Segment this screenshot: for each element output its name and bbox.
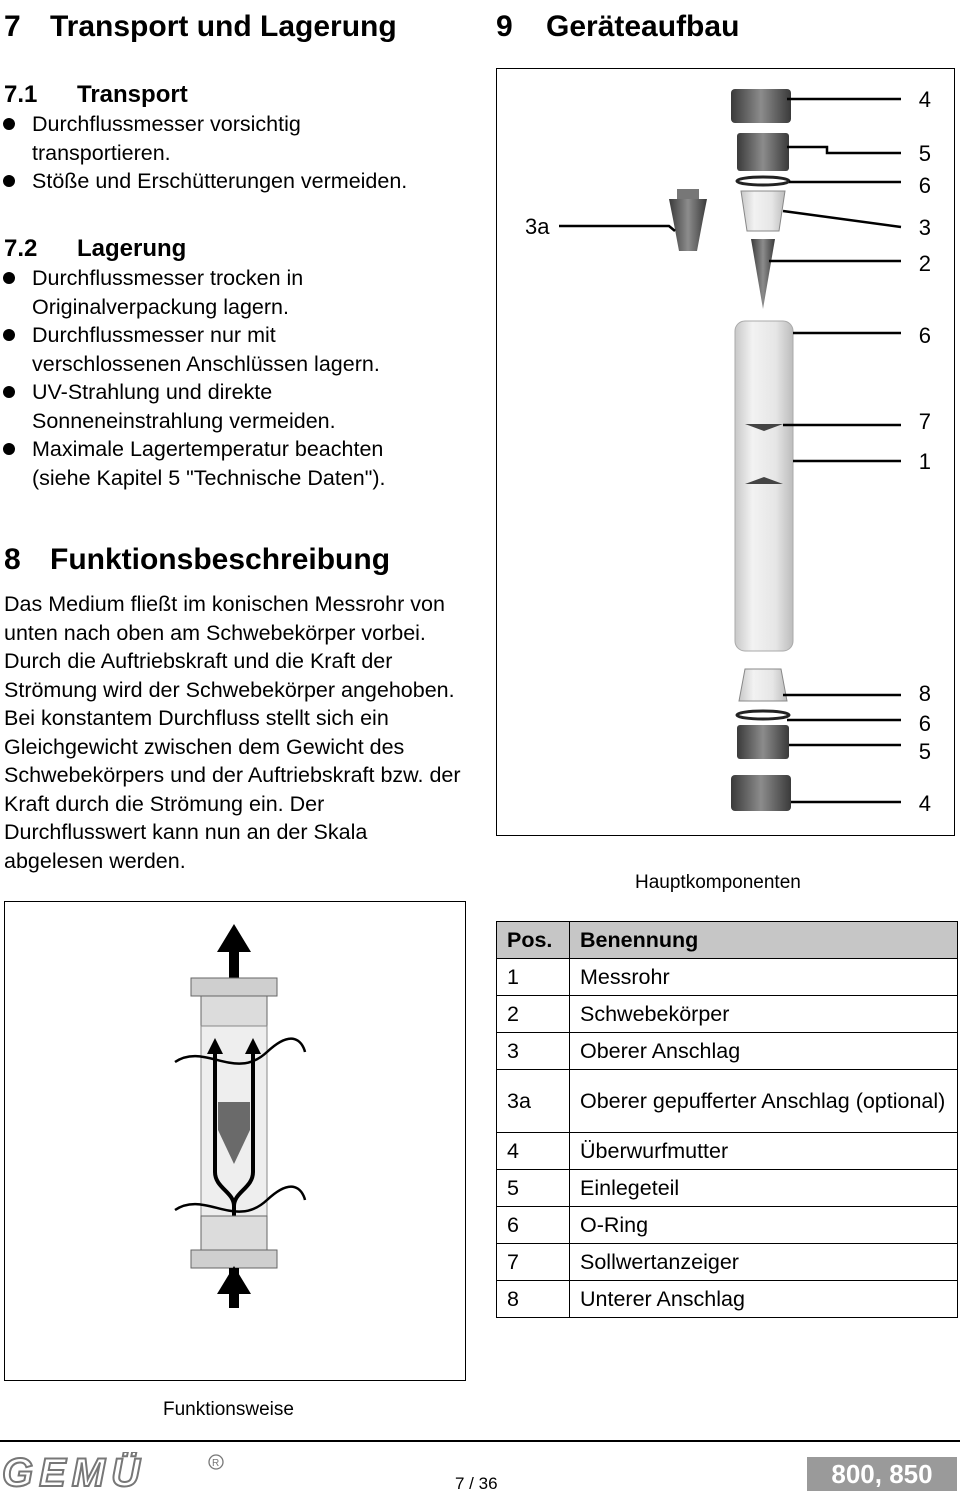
table-row: 4 Überwurfmutter: [497, 1133, 958, 1170]
table-row: 3 Oberer Anschlag: [497, 1033, 958, 1070]
footer-rule: [0, 1440, 960, 1442]
table-row: 6 O-Ring: [497, 1207, 958, 1244]
label-6-top: 6: [918, 173, 931, 198]
table-row: 5 Einlegeteil: [497, 1170, 958, 1207]
list-item: Durchflussmesser vorsichtig transportieren.: [0, 110, 420, 167]
table-row: 7 Sollwertanzeiger: [497, 1244, 958, 1281]
table-row: 1 Messrohr: [497, 959, 958, 996]
label-4-bottom: 4: [918, 791, 931, 816]
section-7-1-heading: 7.1 Transport: [4, 81, 188, 108]
flow-diagram: [5, 902, 464, 1379]
section-9-heading: 9 Geräteaufbau: [496, 10, 740, 43]
main-components-caption: Hauptkomponenten: [635, 872, 801, 893]
table-header-row: [497, 922, 958, 959]
section-7-2-heading: 7.2 Lagerung: [4, 235, 187, 262]
model-badge: 800, 850: [807, 1457, 957, 1491]
label-3a: 3a: [525, 214, 550, 239]
list-item: UV-Strahlung und direkte Sonneneinstrahlung vermeiden.: [0, 378, 425, 435]
label-6-mid: 6: [918, 323, 931, 348]
section-7-heading: 7 Transport und Lagerung: [4, 10, 397, 43]
parts-table: [496, 921, 958, 1318]
gemu-logo: [2, 1452, 232, 1497]
main-components-figure: [496, 68, 955, 836]
label-6-bottom: 6: [918, 711, 931, 736]
function-description: Das Medium fließt im konischen Messrohr von unten nach oben am Schwebekörper vorbei. Durch die Auftriebskraft und die Kraft der Strömung wird der Schwebekörper angehoben. Bei konstantem Durchfluss stellt sich ein Gleichgewicht zwischen dem Gewicht des Schwebekörpers und der Auftriebskraft bzw. der Kraft durch die Strömung ein. Der Durchflusswert kann nun an der Skala abgelesen werden.: [4, 592, 461, 873]
label-1: 1: [918, 449, 931, 474]
label-5-top: 5: [918, 141, 931, 166]
list-item: Maximale Lagertemperatur beachten (siehe Kapitel 5 "Technische Daten").: [0, 435, 425, 492]
list-item: Durchflussmesser trocken in Originalverpackung lagern.: [0, 264, 425, 321]
storage-list: [0, 264, 425, 492]
list-item: Stöße und Erschütterungen vermeiden.: [0, 167, 420, 196]
label-8: 8: [918, 681, 931, 706]
svg-text:R: R: [212, 1458, 220, 1469]
table-row: 8 Unterer Anschlag: [497, 1281, 958, 1318]
function-caption: Funktionsweise: [163, 1399, 294, 1420]
column-header-pos: Pos.: [497, 922, 570, 959]
list-item: Durchflussmesser nur mit verschlossenen Anschlüssen lagern.: [0, 321, 425, 378]
table-row: 2 Schwebekörper: [497, 996, 958, 1033]
label-3: 3: [918, 215, 931, 240]
logo-text: GEMÜ: [2, 1452, 146, 1492]
label-4-top: 4: [918, 87, 931, 112]
transport-list: [0, 110, 420, 196]
section-8-heading: 8 Funktionsbeschreibung: [4, 543, 391, 576]
exploded-view-drawing: [497, 69, 953, 834]
page-number: 7 / 36: [455, 1474, 498, 1493]
table-row: 3a Oberer gepufferter Anschlag (optional): [497, 1070, 958, 1133]
column-header-name: Benennung: [570, 922, 958, 959]
function-figure: [4, 901, 466, 1381]
label-7: 7: [918, 409, 931, 434]
label-5-bottom: 5: [918, 739, 931, 764]
label-2: 2: [918, 251, 931, 276]
